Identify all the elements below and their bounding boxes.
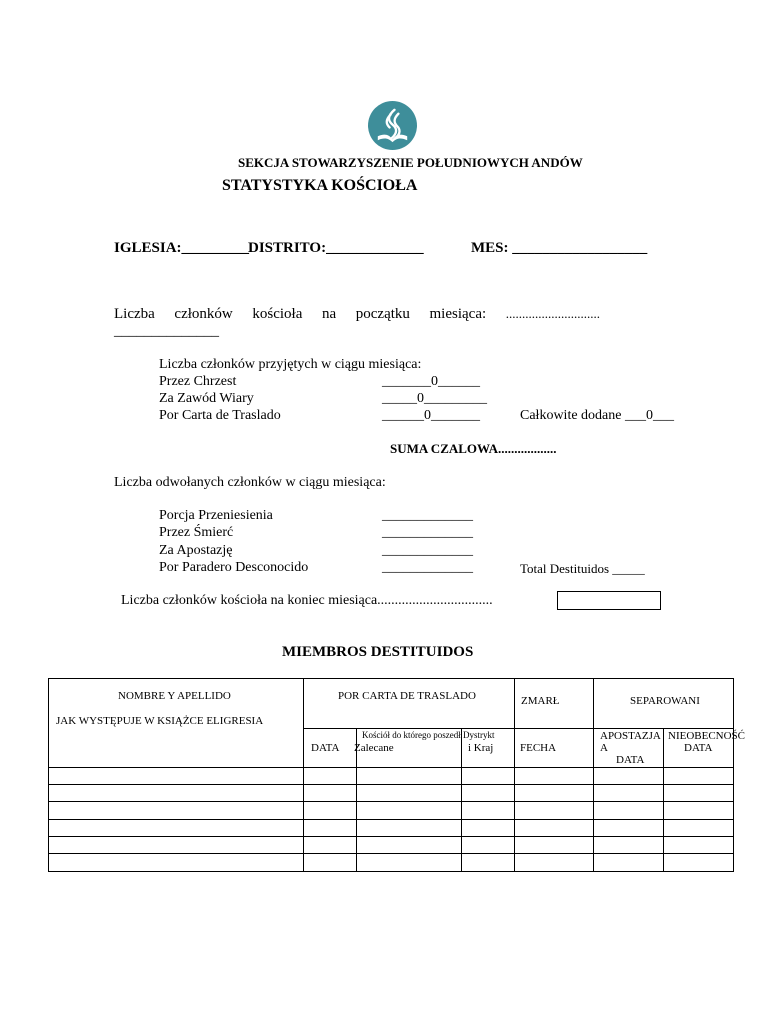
header-fecha: FECHA (520, 742, 557, 754)
org-name: SEKCJA STOWARZYSZENIE POŁUDNIOWYCH ANDÓW (238, 155, 583, 170)
word: członków (174, 306, 233, 322)
header-data: DATA (311, 742, 340, 754)
header-apostazja-data: DATA (616, 754, 645, 766)
header-nieobecnosc-data: DATA (684, 742, 713, 754)
received-total: Całkowite dodane ___0___ (520, 408, 674, 423)
header-nombre-sub: JAK WYSTĘPUJE W KSIĄŻCE ELIGRESIA (56, 715, 264, 727)
removed-value-paradero: _____________ (382, 560, 473, 575)
received-value-wiary: _____0_________ (382, 391, 487, 406)
header-dystrykt: Dystrykt (463, 730, 495, 740)
word: początku (355, 306, 410, 322)
header-zmarl: ZMARŁ (521, 695, 560, 707)
table-title: MIEMBROS DESTITUIDOS (282, 644, 474, 660)
header-carta: POR CARTA DE TRASLADO (338, 690, 476, 702)
removed-label-apostazje: Za Apostazję (159, 543, 233, 558)
header-separowani: SEPAROWANI (630, 695, 700, 707)
header-ikraj: i Kraj (468, 742, 494, 754)
word: ............................. (505, 306, 600, 321)
removed-value-smierc: _____________ (382, 525, 473, 540)
received-label-wiary: Za Zawód Wiary (159, 391, 254, 406)
removed-value-apostazje: _____________ (382, 543, 473, 558)
end-count-box[interactable] (557, 591, 661, 610)
removed-label-przeniesienia: Porcja Przeniesienia (159, 508, 273, 523)
received-value-traslado: ______0_______ (382, 408, 480, 423)
removed-value-przeniesienia: _____________ (382, 508, 473, 523)
header-apostazja: APOSTAZJA (600, 730, 661, 742)
start-count-label (114, 306, 600, 323)
received-label-traslado: Por Carta de Traslado (159, 408, 281, 423)
removed-total: Total Destituidos _____ (520, 561, 645, 576)
distrito-field: DISTRITO:_____________ (248, 240, 424, 256)
word: kościoła (252, 306, 303, 322)
suma-line: SUMA CZALOWA.................. (390, 441, 557, 456)
received-label-chrzest: Przez Chrzest (159, 374, 237, 389)
header-nombre: NOMBRE Y APELLIDO (118, 690, 231, 702)
received-heading: Liczba członków przyjętych w ciągu miesiąca: (159, 357, 422, 372)
header-zalecane: Zalecane (354, 742, 394, 754)
removed-label-paradero: Por Paradero Desconocido (159, 560, 309, 575)
word: na (321, 306, 337, 322)
header-apostazja-a: A (600, 742, 608, 754)
header-kosciol: Kościół do którego poszedł (362, 730, 461, 740)
word: miesiąca: (429, 306, 487, 322)
church-logo-icon (368, 101, 417, 150)
page-title: STATYSTYKA KOŚCIOŁA (222, 177, 418, 194)
iglesia-field: IGLESIA:_________ (114, 240, 250, 256)
end-count-label: Liczba członków kościoła na koniec miesiąca................................. (121, 593, 493, 608)
removed-heading: Liczba odwołanych członków w ciągu miesiąca: (114, 475, 386, 490)
removed-label-smierc: Przez Śmierć (159, 525, 234, 540)
header-nieobecnosc: NIEOBECNOŚĆ (668, 730, 746, 742)
start-count-underline: ______________ (114, 323, 219, 339)
received-value-chrzest: _______0______ (382, 374, 480, 389)
word: Liczba (114, 306, 155, 322)
destituted-members-table (48, 678, 746, 872)
mes-field: MES: __________________ (471, 240, 648, 256)
